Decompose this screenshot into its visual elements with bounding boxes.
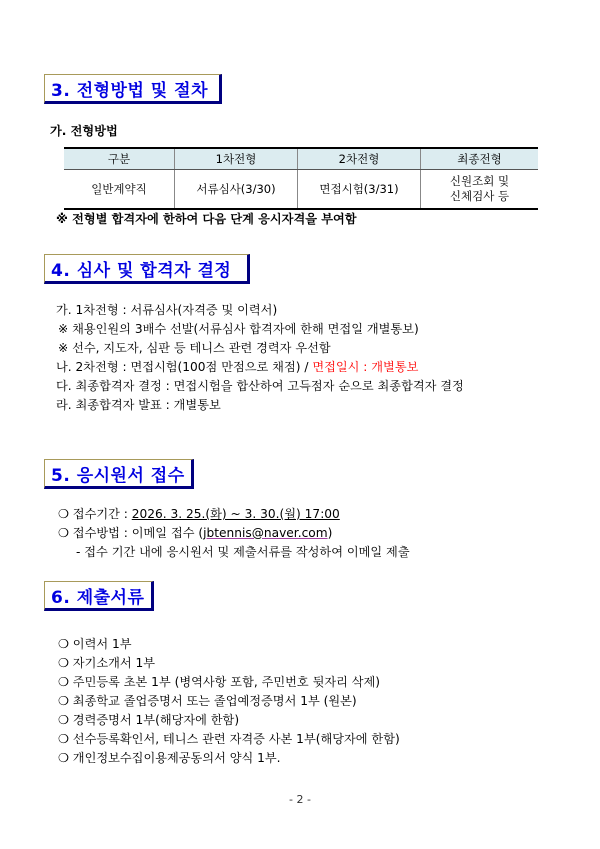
subtitle-method: 가. 전형방법: [50, 124, 118, 138]
method-close: ): [327, 526, 333, 540]
table-cell: 서류심사(3/30): [175, 170, 298, 210]
s4-line: 라. 최종합격자 발표 : 개별통보: [56, 398, 221, 412]
table-cell: 면접시험(3/31): [298, 170, 421, 210]
s4-line: 다. 최종합격자 결정 : 면접시험을 합산하여 고득점자 순으로 최종합격자 결정: [56, 379, 464, 393]
section-title: 5. 응시원서 접수: [51, 465, 185, 486]
interview-date-highlight: 면접일시 : 개별통보: [312, 360, 419, 374]
method-table: [64, 147, 538, 210]
s4-line: ※ 선수, 지도자, 심판 등 테니스 관련 경력자 우선함: [58, 341, 331, 355]
method-label: ❍ 접수방법 : 이메일 접수 (: [58, 526, 204, 540]
section-header-3: [44, 74, 222, 104]
table-header-row: [64, 148, 538, 170]
cell-line: 신체검사 등: [449, 189, 510, 203]
s4-line: 가. 1차전형 : 서류심사(자격증 및 이력서): [56, 303, 278, 317]
table-header: 최종전형: [421, 148, 539, 170]
s4-line: [56, 359, 418, 375]
email-link[interactable]: jbtennis@naver.com: [203, 526, 328, 540]
doc-item: ❍ 이력서 1부: [58, 637, 132, 651]
page-number: - 2 -: [289, 793, 311, 806]
table-header: 1차전형: [175, 148, 298, 170]
table-cell: [421, 170, 539, 210]
table-header: 2차전형: [298, 148, 421, 170]
doc-item: ❍ 자기소개서 1부: [58, 656, 156, 670]
table-cell: 일반계약직: [64, 170, 175, 210]
section-title: 4. 심사 및 합격자 결정: [51, 260, 232, 281]
s4-line-text: 나. 2차전형 : 면접시험(100점 만점으로 채점) /: [56, 360, 313, 374]
section-header-4: [44, 254, 250, 284]
cell-line: 신원조회 및: [449, 174, 510, 188]
period-value: 2026. 3. 25.(화) ~ 3. 30.(월) 17:00: [131, 507, 340, 521]
section-header-5: [44, 459, 194, 489]
period-label: ❍ 접수기간 :: [58, 507, 132, 521]
table-header: 구분: [64, 148, 175, 170]
note: ※ 전형별 합격자에 한하여 다음 단계 응시자격을 부여함: [56, 212, 357, 226]
section-header-6: [44, 581, 154, 611]
s4-line: ※ 채용인원의 3배수 선발(서류심사 합격자에 한해 면접일 개별통보): [58, 322, 419, 336]
doc-item: ❍ 개인정보수집이용제공동의서 양식 1부.: [58, 751, 281, 765]
s5-method: [58, 525, 332, 541]
doc-item: ❍ 경력증명서 1부(해당자에 한함): [58, 713, 240, 727]
section-title: 6. 제출서류: [51, 587, 145, 608]
doc-item: ❍ 주민등록 초본 1부 (병역사항 포함, 주민번호 뒷자리 삭제): [58, 675, 381, 689]
s5-period: [58, 506, 340, 522]
doc-item: ❍ 선수등록확인서, 테니스 관련 자격증 사본 1부(해당자에 한함): [58, 732, 400, 746]
table-row: [64, 170, 538, 210]
doc-item: ❍ 최종학교 졸업증명서 또는 졸업예정증명서 1부 (원본): [58, 694, 357, 708]
s5-detail: - 접수 기간 내에 응시원서 및 제출서류를 작성하여 이메일 제출: [76, 545, 410, 559]
section-title: 3. 전형방법 및 절차: [51, 80, 208, 101]
